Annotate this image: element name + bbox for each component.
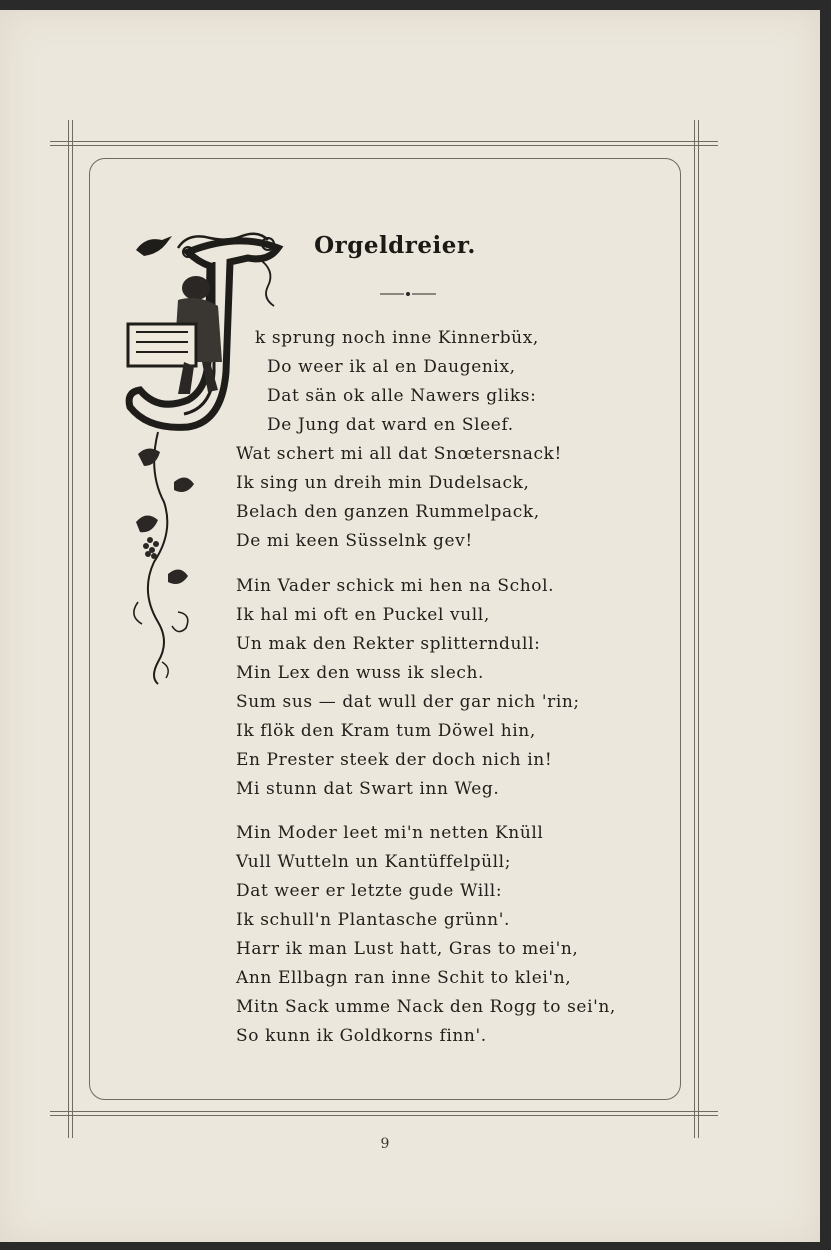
stanza-line: En Prester steek der doch nich in! <box>236 750 553 770</box>
stanza-line: Dat weer er letzte gude Will: <box>236 881 503 901</box>
stanza-line: De Jung dat ward en Sleef. <box>267 415 514 435</box>
page-number: 9 <box>380 1136 390 1152</box>
frame-top-rule-2 <box>50 145 718 146</box>
stanza-line: Vull Wutteln un Kantüffelpüll; <box>236 852 512 872</box>
stanza-line: Harr ik man Lust hatt, Gras to mei'n, <box>236 939 579 959</box>
frame-right-rule-2 <box>698 120 699 1138</box>
stanza-line: Dat sän ok alle Nawers gliks: <box>267 386 537 406</box>
title-ornament-divider <box>376 289 440 299</box>
frame-bottom-rule-1 <box>50 1111 718 1112</box>
frame-left-rule-1 <box>68 120 69 1138</box>
stanza-line: Ann Ellbagn ran inne Schit to klei'n, <box>236 968 572 988</box>
stanza-line: Mitn Sack umme Nack den Rogg to sei'n, <box>236 997 616 1017</box>
stanza-line: Min Moder leet mi'n netten Knüll <box>236 823 544 843</box>
stanza-line: Un mak den Rekter splitterndull: <box>236 634 541 654</box>
stanza-line: Do weer ik al en Daugenix, <box>267 357 516 377</box>
stanza-line: So kunn ik Goldkorns finn'. <box>236 1026 487 1046</box>
stanza-line: Wat schert mi all dat Snœtersnack! <box>236 444 562 464</box>
stanza-line: Belach den ganzen Rummelpack, <box>236 502 540 522</box>
stanza-line: Min Vader schick mi hen na Schol. <box>236 576 555 596</box>
stanza-line: Ik hal mi oft en Puckel vull, <box>236 605 490 625</box>
frame-right-rule-1 <box>694 120 695 1138</box>
stanza-line: Ik sing un dreih min Dudelsack, <box>236 473 530 493</box>
stanza-line: Sum sus — dat wull der gar nich 'rin; <box>236 692 580 712</box>
stanza-line: Ik schull'n Plantasche grünn'. <box>236 910 510 930</box>
poem-title: Orgeldreier. <box>314 232 476 259</box>
frame-top-rule-1 <box>50 141 718 142</box>
stanza-line: De mi keen Süsselnk gev! <box>236 531 473 551</box>
stanza-line: k sprung noch inne Kinnerbüx, <box>255 328 539 348</box>
stanza-line: Min Lex den wuss ik slech. <box>236 663 485 683</box>
frame-bottom-rule-2 <box>50 1115 718 1116</box>
stanza-line: Ik flök den Kram tum Döwel hin, <box>236 721 536 741</box>
stanza-line: Mi stunn dat Swart inn Weg. <box>236 779 500 799</box>
frame-left-rule-2 <box>72 120 73 1138</box>
book-page <box>0 10 820 1242</box>
